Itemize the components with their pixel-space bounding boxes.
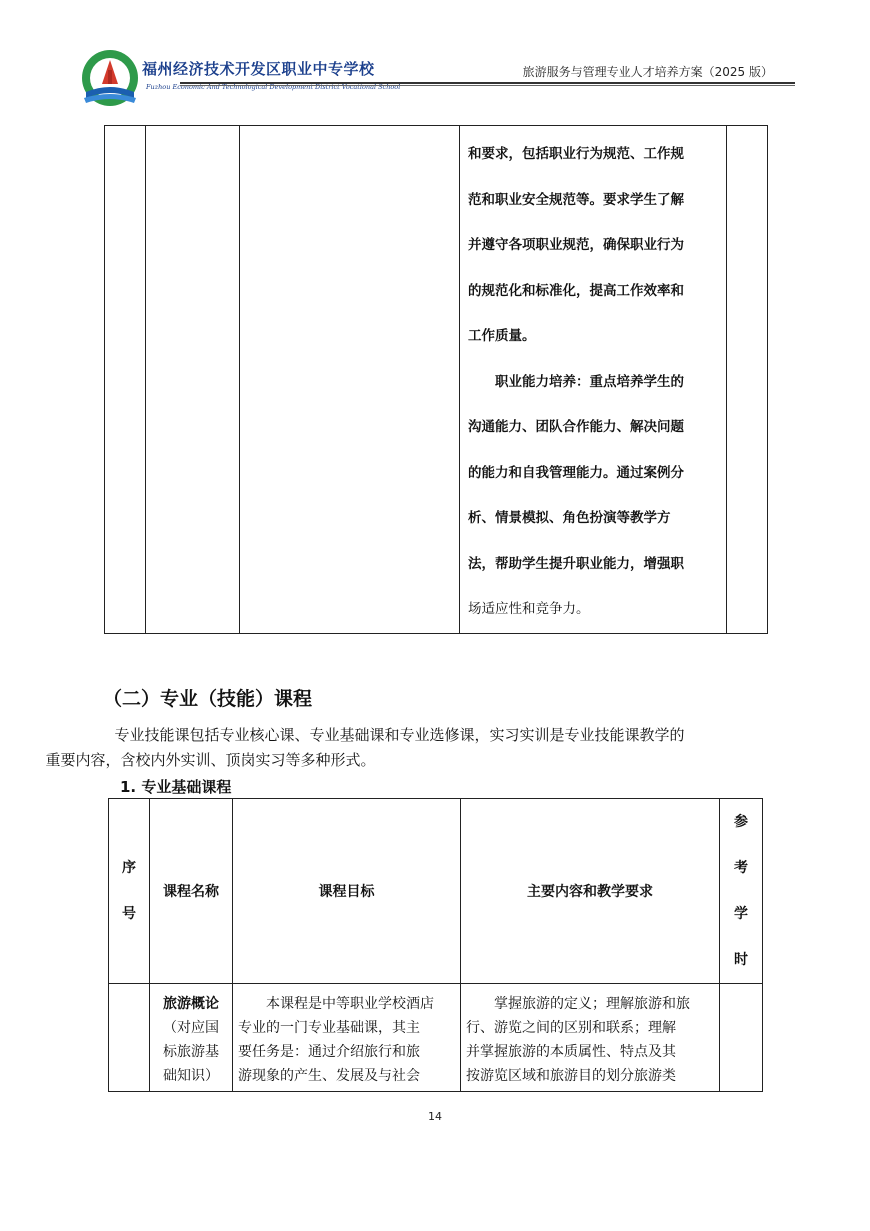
subsection-heading: 1. 专业基础课程 [120, 778, 232, 796]
table-row [109, 984, 763, 1092]
document-title: 旅游服务与管理专业人才培养方案（2025 版） [522, 65, 773, 79]
header-index: 序 号 [109, 799, 150, 984]
header-goal: 课程目标 [233, 799, 461, 984]
content-line: 范和职业安全规范等。要求学生了解 [468, 191, 684, 208]
content-line: 法，帮助学生提升职业能力，增强职 [468, 555, 684, 572]
name-cell [146, 126, 240, 634]
school-name-cn: 福州经济技术开发区职业中专学校 [142, 60, 375, 78]
page-number: 14 [428, 1110, 442, 1123]
row-course-goal: 本课程是中等职业学校酒店 专业的一门专业基础课，其主 要任务是：通过介绍旅行和旅 游现象的产生、发展及与社会 [233, 984, 461, 1092]
row-course-content: 掌握旅游的定义；理解旅游和旅 行、游览之间的区别和联系；理解 并掌握旅游的本质属性、特点及其 按游览区域和旅游目的划分旅游类 [461, 984, 720, 1092]
header-hours: 参 考 学 时 [720, 799, 763, 984]
content-line: 和要求，包括职业行为规范、工作规 [468, 146, 684, 162]
header-name: 课程名称 [150, 799, 233, 984]
table-header-row [109, 799, 763, 984]
header-rule-thin [180, 85, 795, 86]
content-line: 的能力和自我管理能力。通过案例分 [468, 464, 684, 481]
row-index [109, 984, 150, 1092]
section-heading: （二）专业（技能）课程 [103, 688, 313, 710]
index-cell [105, 126, 146, 634]
page-header [80, 48, 795, 108]
content-line: 沟通能力、团队合作能力、解决问题 [468, 419, 684, 435]
content-line: 职业能力培养：重点培养学生的 [495, 373, 684, 390]
school-logo-icon [80, 48, 140, 108]
content-line: 的规范化和标准化，提高工作效率和 [468, 282, 684, 299]
table-row [105, 126, 768, 634]
section-paragraph [45, 723, 792, 773]
goal-cell [240, 126, 460, 634]
content-line: 工作质量。 [468, 328, 536, 344]
paragraph-line: 重要内容，含校内外实训、顶岗实习等多种形式。 [45, 751, 376, 769]
content-line: 场适应性和竞争力。 [468, 601, 590, 617]
header-content: 主要内容和教学要求 [461, 799, 720, 984]
school-name-en: Fuzhou Economic And Technological Development District Vocational School [146, 83, 401, 91]
header-rule [180, 82, 795, 84]
course-table [108, 798, 763, 1092]
paragraph-line: 专业技能课包括专业核心课、专业基础课和专业选修课，实习实训是专业技能课教学的 [114, 726, 685, 744]
content-line: 并遵守各项职业规范，确保职业行为 [468, 237, 684, 253]
hours-cell [727, 126, 768, 634]
row-hours [720, 984, 763, 1092]
row-course-name: 旅游概论 （对应国 标旅游基 础知识） [150, 984, 233, 1092]
continued-course-table [104, 125, 768, 634]
content-cell [460, 126, 727, 634]
content-line: 析、情景模拟、角色扮演等教学方 [468, 510, 671, 526]
